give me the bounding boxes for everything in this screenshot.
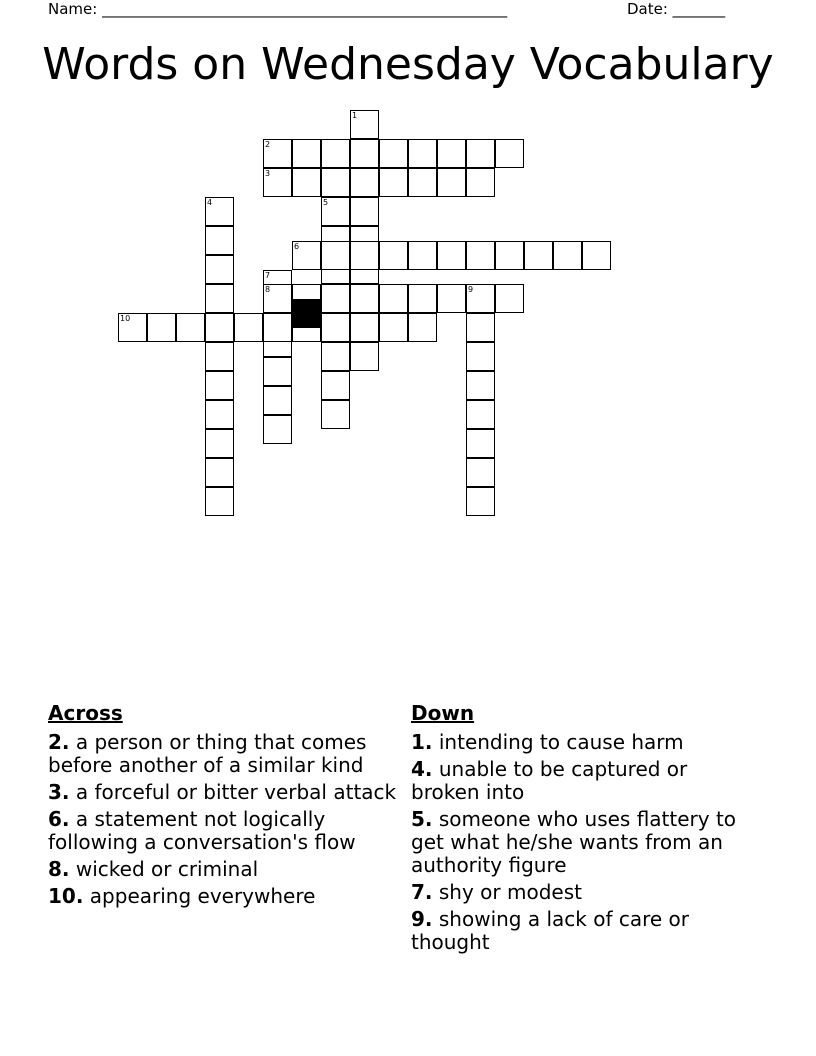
grid-cell[interactable] xyxy=(205,197,234,226)
grid-cell[interactable] xyxy=(495,241,524,270)
grid-cell[interactable] xyxy=(350,313,379,342)
grid-cell[interactable] xyxy=(379,313,408,342)
clue-number-label: 7 xyxy=(265,270,271,280)
grid-cell[interactable] xyxy=(379,241,408,270)
clue-number-label: 9 xyxy=(468,285,474,294)
grid-cell[interactable] xyxy=(321,313,350,342)
clue-number: 7. xyxy=(411,880,433,904)
grid-cell[interactable] xyxy=(379,168,408,197)
grid-cell[interactable] xyxy=(437,139,466,168)
grid-cell[interactable] xyxy=(263,415,292,444)
clue-number-label: 4 xyxy=(207,198,213,207)
grid-cell[interactable] xyxy=(263,139,292,168)
clue-down-7 xyxy=(411,881,756,904)
grid-cell[interactable] xyxy=(321,197,350,226)
grid-cell[interactable] xyxy=(466,458,495,487)
grid-cell[interactable] xyxy=(263,313,292,342)
grid-cell[interactable] xyxy=(350,284,379,313)
grid-cell[interactable] xyxy=(350,139,379,168)
date-field[interactable]: Date: _______ xyxy=(627,0,726,18)
grid-cell[interactable] xyxy=(350,197,379,226)
clue-text: someone who uses flattery to get what he/she wants from an authority figure xyxy=(411,807,737,877)
clue-number: 10. xyxy=(48,884,84,908)
grid-cell[interactable] xyxy=(437,284,466,313)
clue-number-label: 3 xyxy=(265,169,271,178)
black-square xyxy=(292,299,321,328)
clue-down-9 xyxy=(411,908,756,954)
grid-cell[interactable] xyxy=(205,371,234,400)
grid-cell[interactable] xyxy=(408,313,437,342)
down-heading: Down xyxy=(411,701,475,725)
grid-cell[interactable] xyxy=(205,487,234,516)
grid-cell[interactable] xyxy=(263,168,292,197)
grid-cell[interactable] xyxy=(379,139,408,168)
across-clues xyxy=(48,702,398,912)
clue-text: intending to cause harm xyxy=(438,730,684,754)
clue-text: showing a lack of care or thought xyxy=(411,907,690,954)
clue-text: wicked or criminal xyxy=(75,857,259,881)
grid-cell[interactable] xyxy=(321,371,350,400)
grid-cell[interactable] xyxy=(466,429,495,458)
grid-cell[interactable] xyxy=(205,313,234,342)
clue-number: 2. xyxy=(48,730,70,754)
clue-number: 3. xyxy=(48,780,70,804)
clue-number: 1. xyxy=(411,730,433,754)
grid-cell[interactable] xyxy=(350,241,379,270)
grid-cell[interactable] xyxy=(437,241,466,270)
grid-cell[interactable] xyxy=(495,139,524,168)
grid-cell[interactable] xyxy=(263,357,292,386)
name-field[interactable]: Name: ______________________________________________________ xyxy=(48,0,508,18)
clue-down-5 xyxy=(411,808,756,877)
grid-cell[interactable] xyxy=(466,371,495,400)
grid-cell[interactable] xyxy=(408,241,437,270)
grid-cell[interactable] xyxy=(321,284,350,313)
clue-across-10 xyxy=(48,885,398,908)
grid-cell[interactable] xyxy=(350,110,379,139)
clue-number: 4. xyxy=(411,757,433,781)
grid-cell[interactable] xyxy=(466,400,495,429)
clue-text: shy or modest xyxy=(438,880,582,904)
grid-cell[interactable] xyxy=(408,284,437,313)
grid-cell[interactable] xyxy=(466,168,495,197)
grid-cell[interactable] xyxy=(205,342,234,371)
grid-cell[interactable] xyxy=(408,168,437,197)
grid-cell[interactable] xyxy=(205,400,234,429)
clue-number: 6. xyxy=(48,807,70,831)
clue-across-6 xyxy=(48,808,398,854)
clue-across-2 xyxy=(48,731,398,777)
grid-cell[interactable] xyxy=(582,241,611,270)
clue-number-label: 5 xyxy=(323,198,329,207)
clue-number-label: 6 xyxy=(294,241,300,251)
grid-cell[interactable] xyxy=(466,313,495,342)
clue-down-1 xyxy=(411,731,756,754)
grid-cell[interactable] xyxy=(205,255,234,284)
grid-cell[interactable] xyxy=(234,313,263,342)
grid-cell[interactable] xyxy=(379,284,408,313)
page-title: Words on Wednesday Vocabulary xyxy=(42,39,774,90)
grid-cell[interactable] xyxy=(205,458,234,487)
grid-cell[interactable] xyxy=(205,226,234,255)
grid-cell[interactable] xyxy=(350,168,379,197)
grid-cell[interactable] xyxy=(176,313,205,342)
grid-cell[interactable] xyxy=(292,241,321,270)
grid-cell[interactable] xyxy=(205,284,234,313)
grid-cell[interactable] xyxy=(466,284,495,313)
grid-cell[interactable] xyxy=(263,284,292,313)
clue-across-3 xyxy=(48,781,398,804)
grid-cell[interactable] xyxy=(205,429,234,458)
grid-cell[interactable] xyxy=(466,139,495,168)
clue-text: a statement not logically following a conversation's flow xyxy=(48,807,356,854)
grid-cell[interactable] xyxy=(408,139,437,168)
grid-cell[interactable] xyxy=(321,139,350,168)
grid-cell[interactable] xyxy=(495,284,524,313)
clue-text: a person or thing that comes before another of a similar kind xyxy=(48,730,367,777)
grid-cell[interactable] xyxy=(466,241,495,270)
grid-cell[interactable] xyxy=(321,168,350,197)
grid-cell[interactable] xyxy=(263,386,292,415)
grid-cell[interactable] xyxy=(524,241,553,270)
clue-number-label: 8 xyxy=(265,285,271,294)
grid-cell[interactable] xyxy=(292,168,321,197)
down-clues xyxy=(411,702,756,958)
clue-number-label: 1 xyxy=(352,111,358,120)
clue-text: appearing everywhere xyxy=(89,884,316,908)
grid-cell[interactable] xyxy=(553,241,582,270)
clue-across-8 xyxy=(48,858,398,881)
grid-cell[interactable] xyxy=(437,168,466,197)
grid-cell[interactable] xyxy=(466,487,495,516)
grid-cell[interactable] xyxy=(321,400,350,429)
clue-text: a forceful or bitter verbal attack xyxy=(75,780,397,804)
clue-number-label: 2 xyxy=(265,140,271,149)
across-heading: Across xyxy=(48,701,123,725)
grid-cell[interactable] xyxy=(466,342,495,371)
clue-number: 8. xyxy=(48,857,70,881)
grid-cell[interactable] xyxy=(350,342,379,371)
grid-cell[interactable] xyxy=(321,342,350,371)
grid-cell[interactable] xyxy=(118,313,147,342)
clue-text: unable to be captured or broken into xyxy=(411,757,688,804)
clue-down-4 xyxy=(411,758,756,804)
clue-number-label: 10 xyxy=(120,314,131,323)
clue-number: 9. xyxy=(411,907,433,931)
grid-cell[interactable] xyxy=(147,313,176,342)
grid-cell[interactable] xyxy=(292,139,321,168)
grid-cell[interactable] xyxy=(321,241,350,270)
clue-number: 5. xyxy=(411,807,433,831)
